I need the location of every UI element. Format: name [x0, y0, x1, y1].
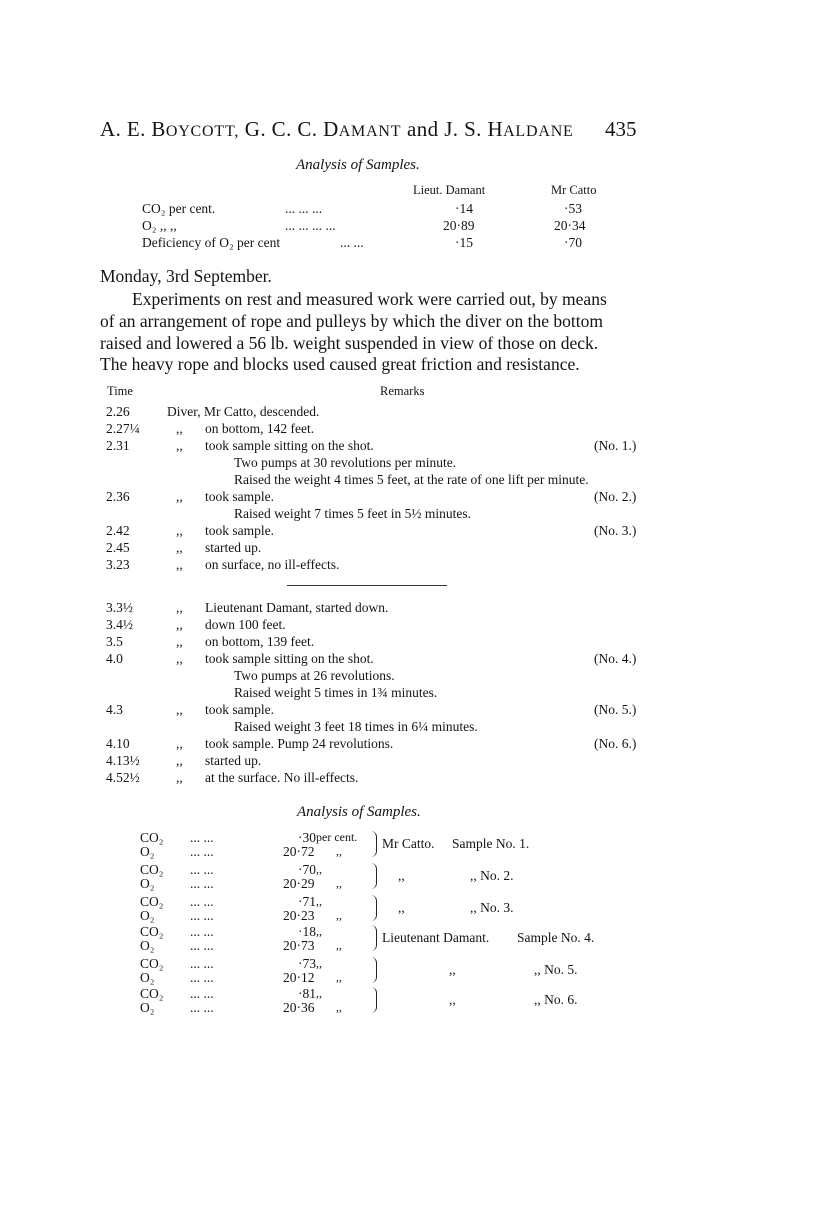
log-ditto: ,,	[176, 540, 183, 555]
log-remark: Two pumps at 26 revolutions.	[234, 668, 395, 683]
log-remark: Two pumps at 30 revolutions per minute.	[234, 455, 457, 470]
unit-label: ,,	[316, 894, 322, 908]
log-remark: took sample sitting on the shot.	[205, 438, 374, 453]
log-ditto: ,,	[176, 438, 183, 453]
column-lieut-damant: Lieut. Damant	[413, 183, 486, 197]
log-time: 2.42	[106, 523, 130, 538]
sample-label: ,, No. 3.	[470, 900, 514, 915]
log-remark: down 100 feet.	[205, 617, 286, 632]
unit-label: per cent.	[316, 830, 358, 844]
time-column-header: Time	[107, 384, 133, 398]
paragraph-line: The heavy rope and blocks used caused great friction and resistance.	[100, 354, 580, 374]
sample-source: ,,	[398, 868, 405, 883]
co2-label: CO₂	[140, 894, 164, 909]
leader-dots: ... ...	[190, 986, 214, 1001]
leader-dots: ... ...	[190, 894, 214, 909]
log-remark: took sample.	[205, 702, 274, 717]
leader-dots: ... ...	[190, 924, 214, 939]
log-remark: took sample.	[205, 489, 274, 504]
sample-label: Sample No. 4.	[517, 930, 595, 945]
log-time: 3.4½	[106, 617, 133, 632]
analysis1-row-value1: ·14	[455, 201, 473, 216]
log-time: 3.23	[106, 557, 130, 572]
running-header: A. E. BOYCOTT, G. C. C. DAMANT and J. S. HALDANE	[100, 117, 574, 141]
brace	[370, 831, 377, 857]
o2-value: 20·73	[283, 938, 315, 953]
log-remark: Raised weight 5 times in 1¾ minutes.	[234, 685, 438, 700]
co2-value: ·81	[298, 986, 316, 1001]
paragraph-line: of an arrangement of rope and pulleys by which the diver on the bottom	[100, 311, 603, 331]
log-sample-number: (No. 4.)	[594, 651, 637, 666]
log-ditto: ,,	[176, 702, 183, 717]
log-time: 4.0	[106, 651, 123, 666]
leader-dots: ... ...	[190, 862, 214, 877]
leader-dots: ... ...	[190, 956, 214, 971]
log-remark: took sample.	[205, 523, 274, 538]
o2-value: 20·72	[283, 844, 315, 859]
sample-source: Lieutenant Damant.	[382, 930, 490, 945]
log-remark: Raised weight 7 times 5 feet in 5½ minutes.	[234, 506, 471, 521]
unit-label: ,,	[336, 938, 342, 952]
sample-label: ,, No. 6.	[534, 992, 578, 1007]
log-ditto: ,,	[176, 557, 183, 572]
analysis1-row-value2: ·70	[564, 235, 582, 250]
log-ditto: ,,	[176, 489, 183, 504]
analysis1-row-value2: ·53	[564, 201, 582, 216]
log-remark: took sample sitting on the shot.	[205, 651, 374, 666]
log-ditto: ,,	[176, 600, 183, 615]
analysis1-row-dots: ... ... ...	[285, 201, 323, 216]
log-remark: Raised weight 3 feet 18 times in 6¼ minutes.	[234, 719, 478, 734]
log-remark: on surface, no ill-effects.	[205, 557, 340, 572]
log-time: 4.52½	[106, 770, 140, 785]
date-heading: Monday, 3rd September.	[100, 266, 272, 286]
o2-label: O₂	[140, 876, 155, 891]
log-remark: Diver, Mr Catto, descended.	[167, 404, 320, 419]
log-remark: took sample. Pump 24 revolutions.	[205, 736, 394, 751]
log-time: 2.27¼	[106, 421, 140, 436]
page-number: 435	[605, 117, 637, 141]
leader-dots: ... ...	[190, 844, 214, 859]
brace	[370, 987, 377, 1013]
log-ditto: ,,	[176, 736, 183, 751]
o2-value: 20·23	[283, 908, 315, 923]
co2-label: CO₂	[140, 924, 164, 939]
o2-value: 20·12	[283, 970, 315, 985]
log-remark: on bottom, 142 feet.	[205, 421, 315, 436]
log-time: 4.3	[106, 702, 123, 717]
o2-value: 20·29	[283, 876, 315, 891]
log-time: 2.45	[106, 540, 130, 555]
section-divider	[287, 585, 447, 586]
log-time: 3.3½	[106, 600, 133, 615]
unit-label: ,,	[336, 970, 342, 984]
paragraph-line: raised and lowered a 56 lb. weight suspended in view of those on deck.	[100, 333, 599, 353]
sample-source: ,,	[449, 962, 456, 977]
co2-label: CO₂	[140, 862, 164, 877]
remarks-column-header: Remarks	[380, 384, 425, 398]
co2-value: ·71	[298, 894, 316, 909]
unit-label: ,,	[316, 862, 322, 876]
leader-dots: ... ...	[190, 876, 214, 891]
unit-label: ,,	[336, 1000, 342, 1014]
co2-value: ·18	[298, 924, 316, 939]
o2-label: O₂	[140, 1000, 155, 1015]
log-ditto: ,,	[176, 421, 183, 436]
leader-dots: ... ...	[190, 1000, 214, 1015]
unit-label: ,,	[316, 986, 322, 1000]
log-time: 4.13½	[106, 753, 140, 768]
log-ditto: ,,	[176, 634, 183, 649]
log-sample-number: (No. 1.)	[594, 438, 637, 453]
unit-label: ,,	[316, 956, 322, 970]
unit-label: ,,	[316, 924, 322, 938]
analysis1-row-value1: ·15	[455, 235, 473, 250]
co2-value: ·70	[298, 862, 316, 877]
log-remark: Raised the weight 4 times 5 feet, at the rate of one lift per minute.	[234, 472, 589, 487]
log-sample-number: (No. 5.)	[594, 702, 637, 717]
log-remark: started up.	[205, 753, 262, 768]
analysis1-row-label: O₂ ,, ,,	[142, 218, 177, 233]
sample-label: Sample No. 1.	[452, 836, 530, 851]
sample-source: ,,	[398, 900, 405, 915]
o2-label: O₂	[140, 970, 155, 985]
brace	[370, 863, 377, 889]
co2-value: ·30	[298, 830, 316, 845]
log-time: 2.36	[106, 489, 130, 504]
log-time: 2.26	[106, 404, 130, 419]
co2-label: CO₂	[140, 830, 164, 845]
o2-label: O₂	[140, 908, 155, 923]
log-ditto: ,,	[176, 651, 183, 666]
log-time: 4.10	[106, 736, 130, 751]
log-ditto: ,,	[176, 617, 183, 632]
sample-source: ,,	[449, 992, 456, 1007]
leader-dots: ... ...	[190, 830, 214, 845]
leader-dots: ... ...	[190, 908, 214, 923]
unit-label: ,,	[336, 844, 342, 858]
analysis1-row-dots: ... ...	[340, 235, 364, 250]
paragraph-line: Experiments on rest and measured work were carried out, by means	[132, 289, 607, 309]
co2-label: CO₂	[140, 956, 164, 971]
log-ditto: ,,	[176, 523, 183, 538]
sample-label: ,, No. 5.	[534, 962, 578, 977]
brace	[370, 895, 377, 921]
co2-label: CO₂	[140, 986, 164, 1001]
sample-source: Mr Catto.	[382, 836, 435, 851]
log-remark: started up.	[205, 540, 262, 555]
leader-dots: ... ...	[190, 970, 214, 985]
column-mr-catto: Mr Catto	[551, 183, 597, 197]
sample-label: ,, No. 2.	[470, 868, 514, 883]
co2-value: ·73	[298, 956, 316, 971]
log-remark: Lieutenant Damant, started down.	[205, 600, 389, 615]
log-time: 2.31	[106, 438, 130, 453]
analysis-title-2: Analysis of Samples.	[297, 804, 421, 820]
log-remark: on bottom, 139 feet.	[205, 634, 315, 649]
brace	[370, 957, 377, 983]
unit-label: ,,	[336, 876, 342, 890]
analysis1-row-dots: ... ... ... ...	[285, 218, 336, 233]
analysis1-row-label: CO₂ per cent.	[142, 201, 216, 216]
leader-dots: ... ...	[190, 938, 214, 953]
brace	[370, 925, 377, 951]
analysis1-row-value1: 20·89	[443, 218, 475, 233]
o2-label: O₂	[140, 844, 155, 859]
log-sample-number: (No. 3.)	[594, 523, 637, 538]
log-time: 3.5	[106, 634, 123, 649]
o2-label: O₂	[140, 938, 155, 953]
log-ditto: ,,	[176, 753, 183, 768]
analysis1-row-label: Deficiency of O₂ per cent	[142, 235, 281, 250]
log-sample-number: (No. 2.)	[594, 489, 637, 504]
unit-label: ,,	[336, 908, 342, 922]
log-remark: at the surface. No ill-effects.	[205, 770, 359, 785]
log-ditto: ,,	[176, 770, 183, 785]
log-sample-number: (No. 6.)	[594, 736, 637, 751]
o2-value: 20·36	[283, 1000, 315, 1015]
analysis-title-1: Analysis of Samples.	[296, 157, 420, 173]
analysis1-row-value2: 20·34	[554, 218, 586, 233]
